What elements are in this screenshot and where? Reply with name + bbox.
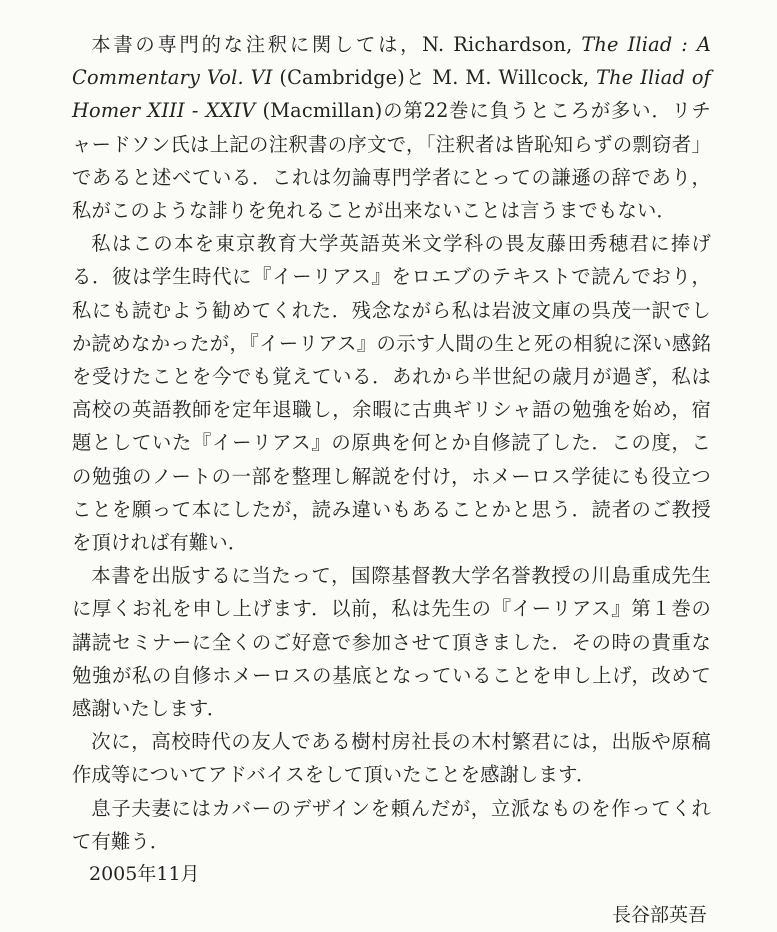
date-line: 2005年11月 [89, 863, 200, 886]
paragraph-thanks-kawashima: 本書を出版するに当たって，国際基督教大学名誉教授の川島重成先生に厚くお礼を申し上げます．以前，私は先生の『イーリアス』第１巻の講読セミナーに全くのご好意で参加させて頂きました．その時の貴重な勉強が私の自修ホメーロスの基底となっていることを申し上げ，改めて感謝いたします． [72, 564, 711, 721]
book-title-richardson: The Iliad : A Commentary Vol. VI [72, 33, 711, 90]
paragraph-thanks-kimura: 次に，高校時代の友人である樹村房社長の木村繁君には，出版や原稿作成等についてアドバイスをして頂いたことを感謝します． [72, 730, 711, 787]
paragraph-thanks-family: 息子夫妻にはカバーのデザインを頼んだが，立派なものを作ってくれて有難う． [72, 796, 711, 853]
paragraph-commentary-sources: 本書の専門的な注釈に関しては，N. Richardson, The Iliad : A Commentary Vol. VI (Cambridge)と M. M. Willcock, The Iliad of Homer XIII - XXIV (Macmillan)の第22巻に負うところが多い．リチャードソン氏は上記の注釈書の序文で，「注釈者は皆恥知らずの剽窃者」であると述べている．これは勿論専門学者にとっての謙遜の辞であり，私がこのような誹りを免れることが出来ないことは言うまでもない． [72, 33, 711, 223]
book-title-willcock: The Iliad of Homer XIII - XXIV [72, 66, 711, 123]
paragraph-dedication: 私はこの本を東京教育大学英語英米文学科の畏友藤田秀穂君に捧げる．彼は学生時代に『イーリアス』をロエブのテキストで読んでおり，私にも読むよう勧めてくれた．残念ながら私は岩波文庫の呉茂一訳でしか読めなかったが，『イーリアス』の示す人間の生と死の相貌に深い感銘を受けたことを今でも覚えている．あれから半世紀の歳月が過ぎ，私は高校の英語教師を定年退職し，余暇に古典ギリシャ語の勉強を始め，宿題としていた『イーリアス』の原典を何とか自修読了した．この度，この勉強のノートの一部を整理し解説を付け，ホメーロス学徒にも役立つことを願って本にしたが，読み違いもあることかと思う．読者のご教授を頂ければ有難い． [72, 232, 711, 555]
author-signature: 長谷部英吾 [611, 904, 707, 927]
